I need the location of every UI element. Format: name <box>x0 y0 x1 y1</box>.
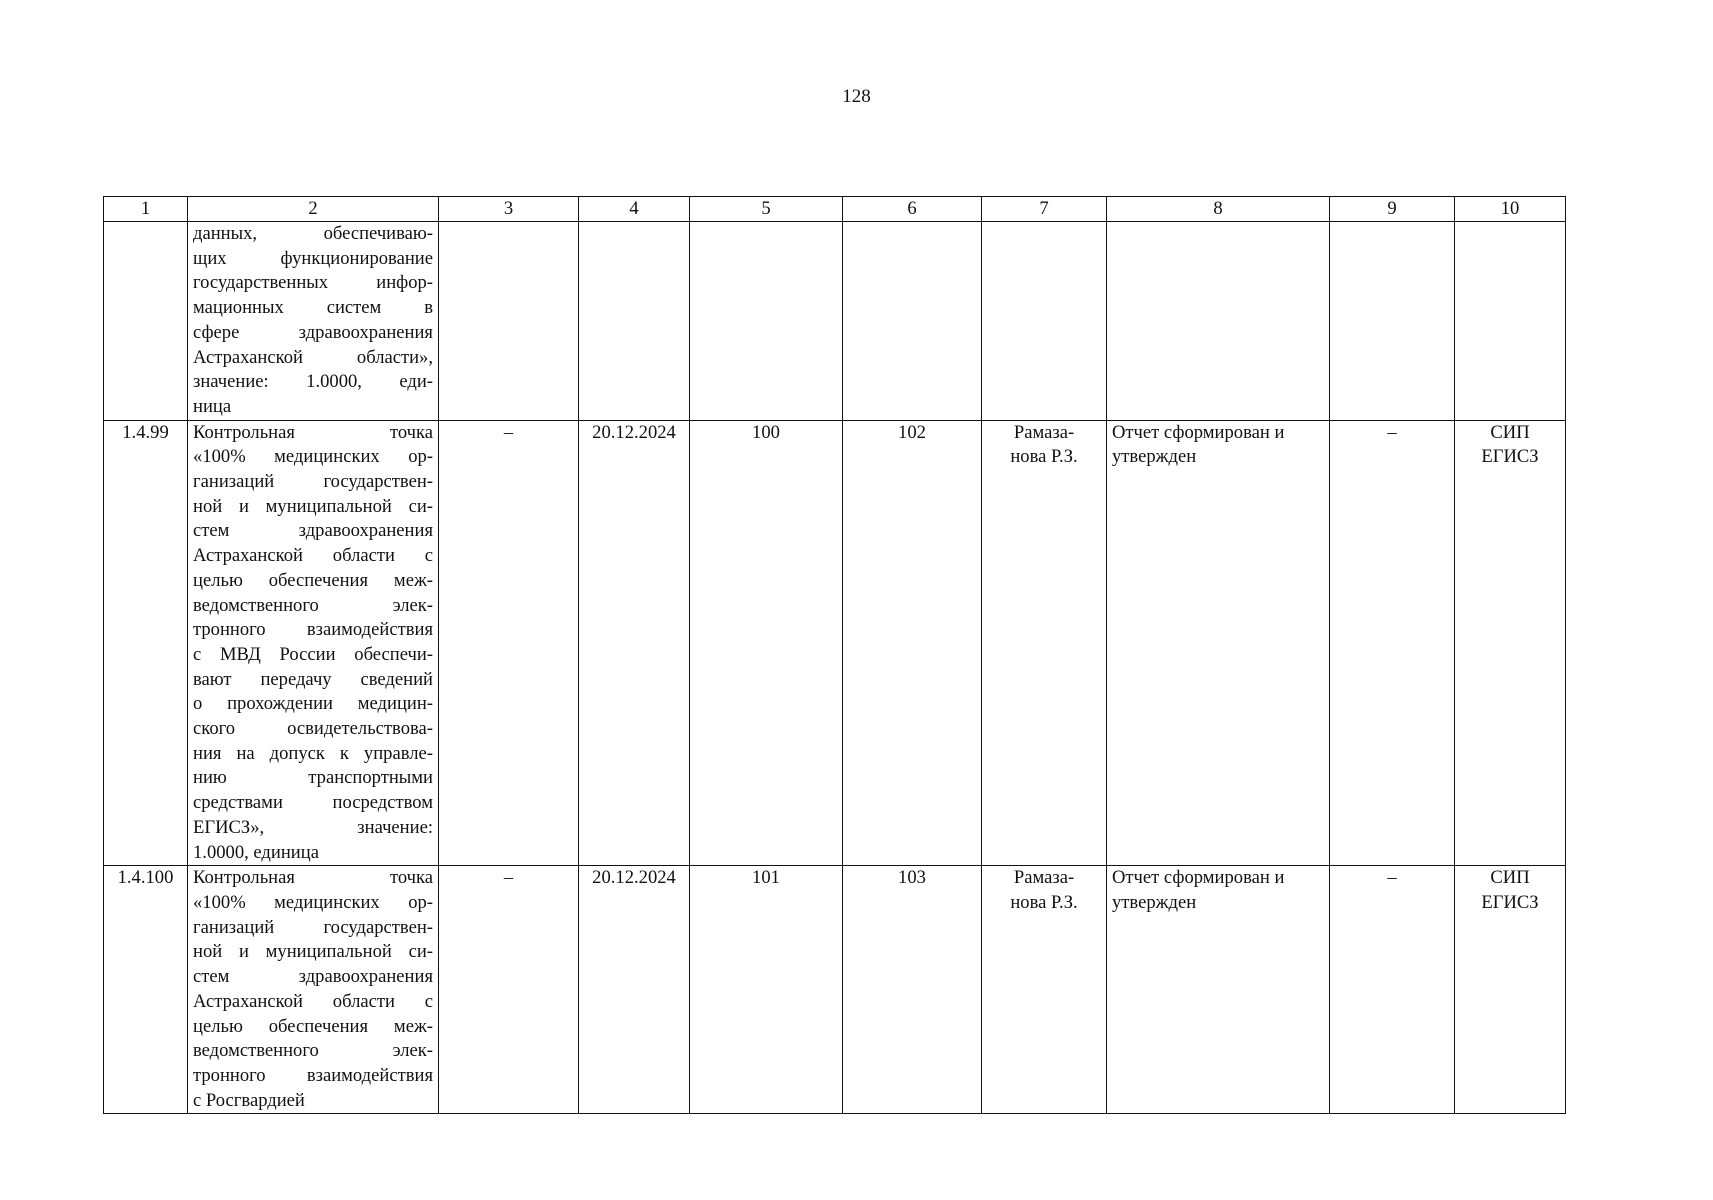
event-name-line: целью обеспечения меж- <box>193 569 433 591</box>
column-9-cell <box>1330 420 1455 866</box>
event-name-line: с МВД России обеспечи- <box>193 643 433 665</box>
system-line: СИП <box>1490 867 1530 889</box>
event-name-line: Контрольная точка <box>193 421 433 443</box>
event-name-line: данных, обеспечиваю- <box>193 223 433 244</box>
plan-table <box>103 196 1566 1114</box>
column-header: 4 <box>579 197 690 222</box>
event-name-line: нию транспортными <box>193 767 433 789</box>
column-9-value: – <box>1387 867 1397 889</box>
responsible-line: Рамаза- <box>1013 421 1075 443</box>
deadline-date: 20.12.2024 <box>592 867 676 889</box>
result-cell <box>1107 866 1330 1114</box>
event-name-line: о прохождении медицин- <box>193 693 433 715</box>
event-name-line: ганизаций государствен- <box>193 916 433 938</box>
column-3-value: – <box>503 421 514 443</box>
responsible-line: нова Р.З. <box>1010 446 1078 468</box>
column-9-value: – <box>1387 421 1397 443</box>
column-6-cell <box>843 866 982 1114</box>
column-3-cell <box>439 420 579 866</box>
event-name-line: вают передачу сведений <box>193 668 433 690</box>
deadline-date: 20.12.2024 <box>592 421 676 443</box>
column-header: 8 <box>1107 197 1330 222</box>
table-row <box>104 866 1566 1114</box>
event-name-line: ведомственного элек- <box>193 594 433 616</box>
column-5-value: 100 <box>752 421 780 443</box>
event-name-line: ского освидетельствова- <box>193 718 433 740</box>
result-line: Отчет сформирован и <box>1112 867 1285 889</box>
column-5-value: 101 <box>752 867 780 889</box>
event-name-cell <box>188 420 439 866</box>
responsible-cell <box>982 420 1107 866</box>
event-name-cell <box>188 222 439 421</box>
event-name-line: ной и муниципальной си- <box>193 495 433 517</box>
event-name-line: «100% медицинских ор- <box>193 446 433 468</box>
responsible-cell <box>982 222 1107 421</box>
row-id: 1.4.100 <box>117 867 174 889</box>
result-cell <box>1107 420 1330 866</box>
event-name-line: ница <box>193 395 232 417</box>
column-header: 2 <box>188 197 439 222</box>
event-name-line: щих функционирование <box>193 247 433 269</box>
column-header: 7 <box>982 197 1107 222</box>
column-header: 6 <box>843 197 982 222</box>
deadline-date-cell <box>579 420 690 866</box>
responsible-line: Рамаза- <box>1013 867 1075 889</box>
event-name-line: с Росгвардией <box>193 1089 305 1111</box>
event-name-line: ЕГИСЗ», значение: <box>193 816 433 838</box>
column-6-cell <box>843 222 982 421</box>
event-name-line: сфере здравоохранения <box>193 321 433 343</box>
column-3-cell <box>439 866 579 1114</box>
table-row <box>104 222 1566 421</box>
column-6-cell <box>843 420 982 866</box>
column-header: 10 <box>1455 197 1566 222</box>
system-line: СИП <box>1490 421 1530 443</box>
event-name-line: тронного взаимодействия <box>193 1064 433 1086</box>
column-3-cell <box>439 222 579 421</box>
event-name-line: тронного взаимодействия <box>193 619 433 641</box>
event-name-line: средствами посредством <box>193 792 433 814</box>
event-name-line: ния на допуск к управле- <box>193 742 433 764</box>
column-header: 3 <box>439 197 579 222</box>
row-id: 1.4.99 <box>122 421 169 443</box>
system-cell <box>1455 222 1566 421</box>
responsible-cell <box>982 866 1107 1114</box>
event-name-line: мационных систем в <box>193 297 433 319</box>
table-row <box>104 420 1566 866</box>
deadline-date-cell <box>579 222 690 421</box>
column-5-cell <box>690 222 843 421</box>
event-name-line: Астраханской области», <box>193 346 433 368</box>
event-name-line: ганизаций государствен- <box>193 471 433 493</box>
event-name-line: Астраханской области с <box>193 990 433 1012</box>
system-line: ЕГИСЗ <box>1481 446 1539 468</box>
column-6-value: 103 <box>898 867 926 889</box>
plan-table-body <box>104 222 1566 1114</box>
column-5-cell <box>690 866 843 1114</box>
column-header: 1 <box>104 197 188 222</box>
column-header: 9 <box>1330 197 1455 222</box>
column-9-cell <box>1330 222 1455 421</box>
column-6-value: 102 <box>898 421 926 443</box>
column-header: 5 <box>690 197 843 222</box>
page-number: 128 <box>842 86 871 107</box>
result-cell <box>1107 222 1330 421</box>
event-name-line: Контрольная точка <box>193 867 433 889</box>
system-line: ЕГИСЗ <box>1481 891 1539 913</box>
result-line: Отчет сформирован и <box>1112 421 1285 443</box>
deadline-date-cell <box>579 866 690 1114</box>
event-name-line: «100% медицинских ор- <box>193 891 433 913</box>
column-5-cell <box>690 420 843 866</box>
event-name-line: ной и муниципальной си- <box>193 941 433 963</box>
event-name-line: целью обеспечения меж- <box>193 1015 433 1037</box>
column-9-cell <box>1330 866 1455 1114</box>
system-cell <box>1455 420 1566 866</box>
event-name-line: значение: 1.0000, еди- <box>193 371 433 393</box>
row-id-cell <box>104 420 188 866</box>
event-name-line: Астраханской области с <box>193 545 433 567</box>
event-name-line: 1.0000, единица <box>193 841 319 863</box>
row-id-cell <box>104 866 188 1114</box>
row-id-cell <box>104 222 188 421</box>
column-number-row <box>104 197 1566 222</box>
system-cell <box>1455 866 1566 1114</box>
result-line: утвержден <box>1112 891 1197 913</box>
result-line: утвержден <box>1112 446 1197 468</box>
responsible-line: нова Р.З. <box>1010 891 1078 913</box>
event-name-line: ведомственного элек- <box>193 1040 433 1062</box>
event-name-cell <box>188 866 439 1114</box>
event-name-line: стем здравоохранения <box>193 520 433 542</box>
event-name-line: государственных инфор- <box>193 272 433 294</box>
column-3-value: – <box>503 867 514 889</box>
event-name-line: стем здравоохранения <box>193 966 433 988</box>
